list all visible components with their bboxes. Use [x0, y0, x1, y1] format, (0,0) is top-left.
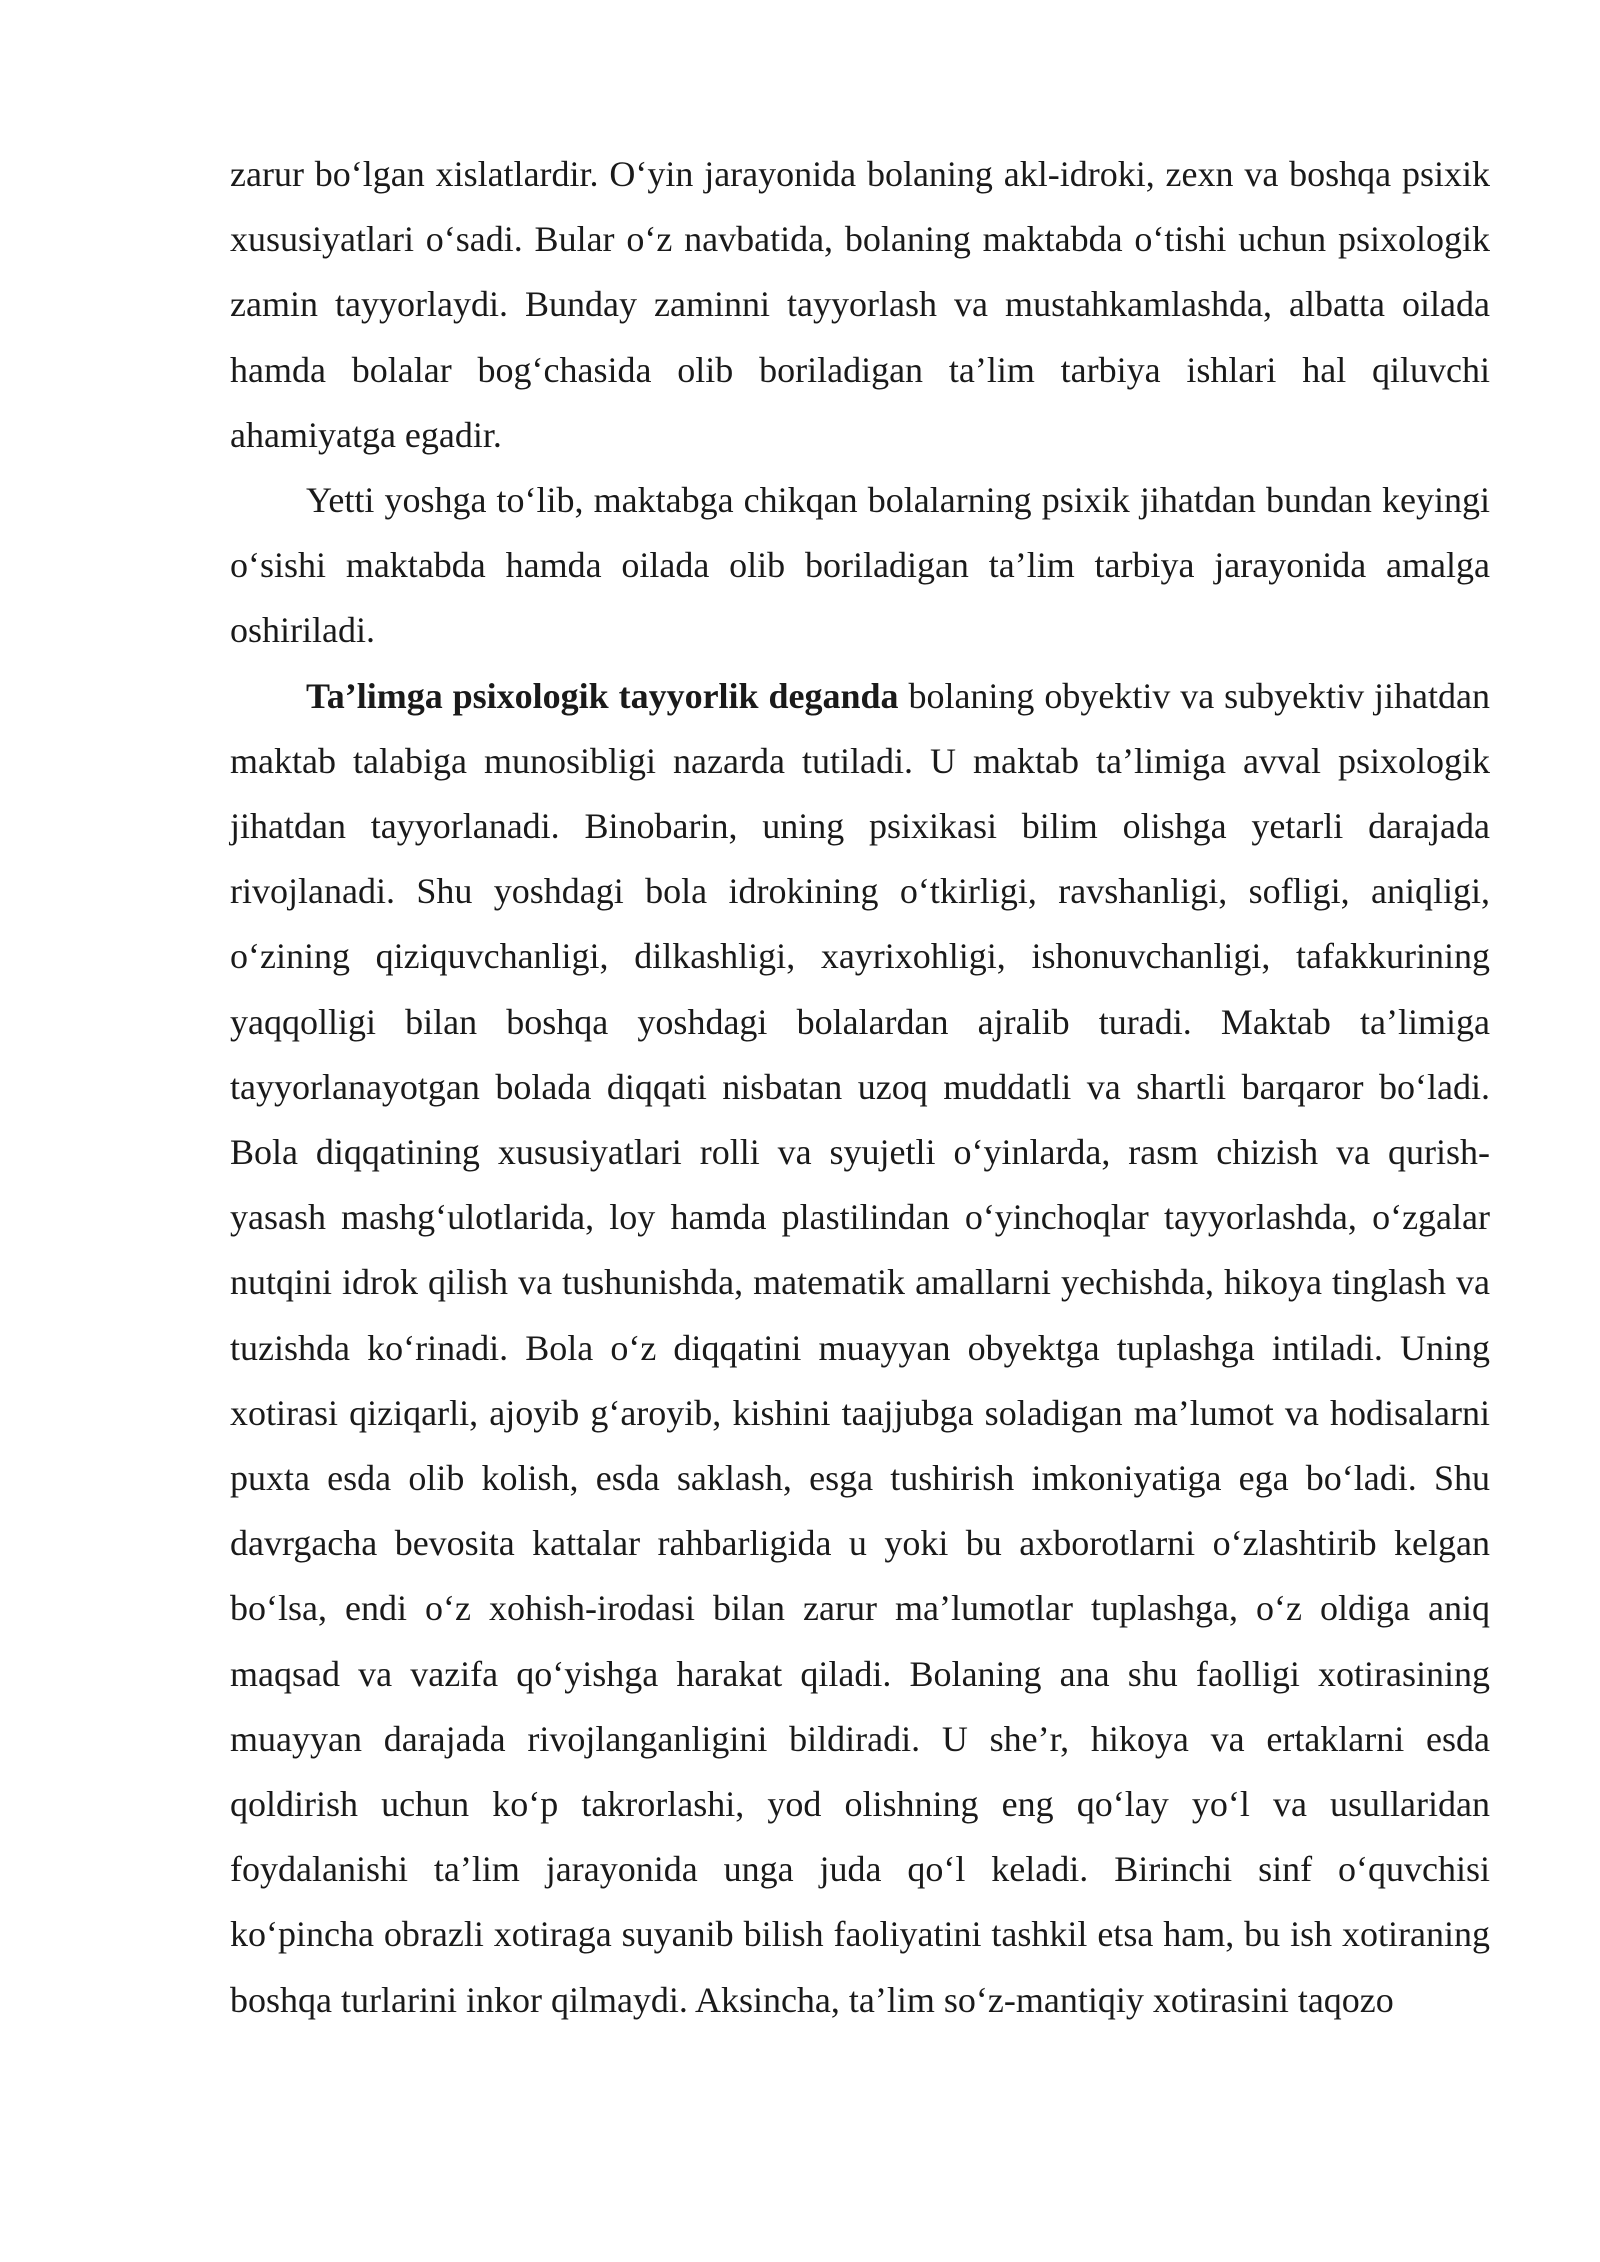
paragraph-2	[230, 468, 1490, 664]
paragraph-3-text: bolaning obyektiv va subyektiv jihatdan maktab talabiga munosibligi nazarda tutiladi. U maktab ta’limiga avval psixologik jihatdan tayyorlanadi. Binobarin, uning psixikasi bilim olishga yetarli darajada rivojlanadi. Shu yoshdagi bola idrokining o‘tkirligi, ravshanligi, sofligi, aniqligi, o‘zining qiziquvchanligi, dilkashligi, xayrixohligi, ishonuvchanligi, tafakkurining yaqqolligi bilan boshqa yoshdagi bolalardan ajralib turadi. Maktab ta’limiga tayyorlanayotgan bolada diqqati nisbatan uzoq muddatli va shartli barqaror bo‘ladi. Bola diqqatining xususiyatlari rolli va syujetli o‘yinlarda, rasm chizish va qurish-yasash mashg‘ulotlarida, loy hamda plastilindan o‘yinchoqlar tayyorlashda, o‘zgalar nutqini idrok qilish va tushunishda, matematik amallarni yechishda, hikoya tinglash va tuzishda ko‘rinadi. Bola o‘z diqqatini muayyan obyektga tuplashga intiladi. Uning xotirasi qiziqarli, ajoyib g‘aroyib, kishini taajjubga soladigan ma’lumot va hodisalarni puxta esda olib kolish, esda saklash, esga tushirish imkoniyatiga ega bo‘ladi. Shu davrgacha bevosita kattalar rahbarligida u yoki bu axborotlarni o‘zlashtirib kelgan bo‘lsa, endi o‘z xohish-irodasi bilan zarur ma’lumotlar tuplashga, o‘z oldiga aniq maqsad va vazifa qo‘yishga harakat qiladi. Bolaning ana shu faolligi xotirasining muayyan darajada rivojlanganligini bildiradi. U she’r, hikoya va ertaklarni esda qoldirish uchun ko‘p takrorlashi, yod olishning eng qo‘lay yo‘l va usullaridan foydalanishi ta’lim jarayonida unga juda qo‘l keladi. Birinchi sinf o‘quvchisi ko‘pincha obrazli xotiraga suyanib bilish faoliyatini tashkil etsa ham, bu ish xotiraning boshqa turlarini inkor qilmaydi. Aksincha, ta’lim so‘z-mantiqiy xotirasini taqozo	[230, 675, 1490, 2020]
paragraph-3	[230, 664, 1490, 2033]
paragraph-2-text: Yetti yoshga to‘lib, maktabga chikqan bolalarning psixik jihatdan bundan keyingi o‘sishi maktabda hamda oilada olib boriladigan ta’lim tarbiya jarayonida amalga oshiriladi.	[230, 480, 1490, 651]
body-text	[230, 142, 1490, 2033]
paragraph-3-bold-lead: Ta’limga psixologik tayyorlik deganda	[306, 675, 899, 716]
paragraph-1-text: zarur bo‘lgan xislatlardir. O‘yin jarayonida bolaning akl-idroki, zexn va boshqa psixik xususiyatlari o‘sadi. Bular o‘z navbatida, bolaning maktabda o‘tishi uchun psixologik zamin tayyorlaydi. Bunday zaminni tayyorlash va mustahkamlashda, albatta oilada hamda bolalar bog‘chasida olib boriladigan ta’lim tarbiya ishlari hal qiluvchi ahamiyatga egadir.	[230, 154, 1490, 455]
paragraph-1	[230, 142, 1490, 468]
